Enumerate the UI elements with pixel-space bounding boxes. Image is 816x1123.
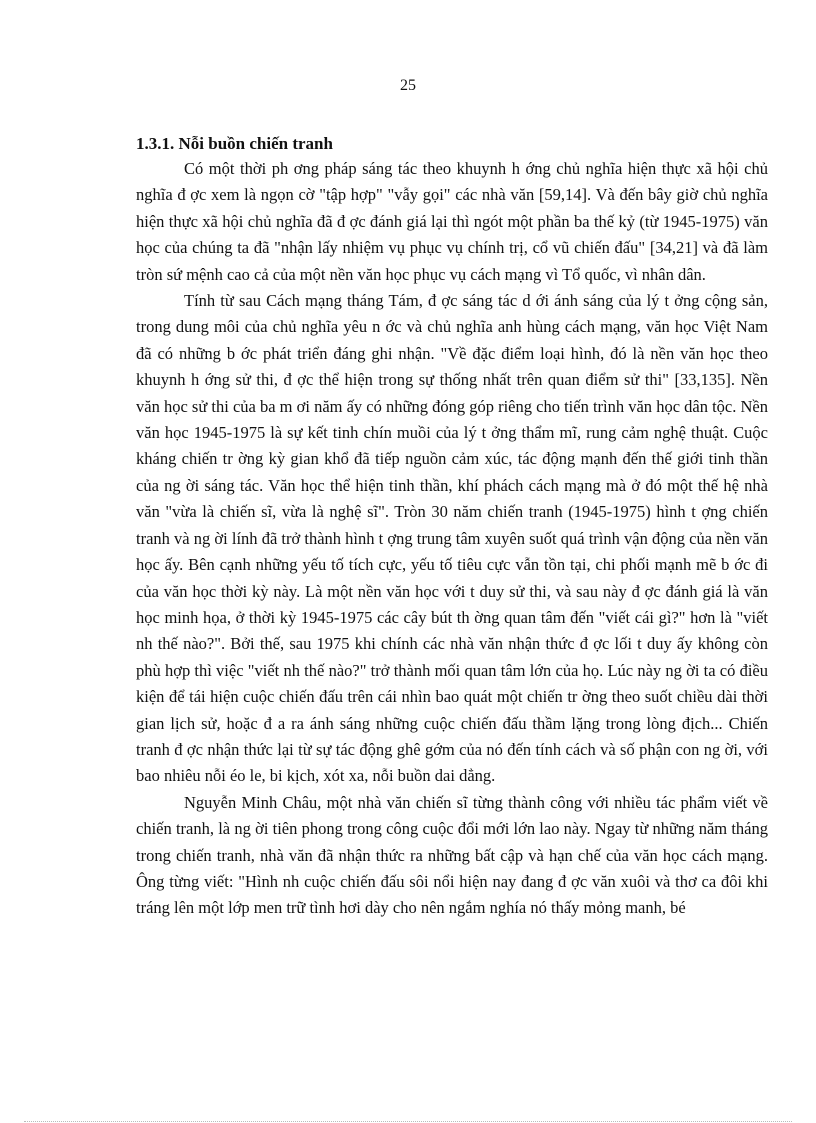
section-heading: 1.3.1. Nỗi buồn chiến tranh bbox=[136, 134, 333, 153]
page-bottom-divider bbox=[24, 1121, 792, 1122]
document-body bbox=[136, 132, 768, 922]
page-number: 25 bbox=[400, 77, 416, 94]
paragraph-1: Có một thời ph ơng pháp sáng tác theo khuynh h ớng chủ nghĩa hiện thực xã hội chủ nghĩa đ ợc xem là ngọn cờ "tập hợp" "vẫy gọi" các nhà văn [59,14]. Và đến bây giờ chủ nghĩa hiện thực xã hội chủ nghĩa đã đ ợc đánh giá lại thì ngót một phần ba thế kỷ (từ 1945-1975) văn học của chúng ta đã "nhận lấy nhiệm vụ phục vụ chính trị, cổ vũ chiến đấu" [34,21] và đã làm tròn sứ mệnh cao cả của một nền văn học phục vụ cách mạng vì Tổ quốc, vì nhân dân. bbox=[136, 159, 768, 284]
paragraph-2: Tính từ sau Cách mạng tháng Tám, đ ợc sáng tác d ới ánh sáng của lý t ởng cộng sản, trong dung môi của chủ nghĩa yêu n ớc và chủ nghĩa anh hùng cách mạng, văn học Việt Nam đã có những b ớc phát triển đáng ghi nhận. "Về đặc điểm loại hình, đó là nền văn học theo khuynh h ớng sử thi, đ ợc thể hiện trong sự thống nhất trên quan điểm sử thi" [33,135]. Nền văn học sử thi của ba m ơi năm ấy có những đóng góp riêng cho tiến trình văn học dân tộc. Nền văn học 1945-1975 là sự kết tinh chín muồi của lý t ởng thẩm mĩ, rung cảm nghệ thuật. Cuộc kháng chiến tr ờng kỳ gian khổ đã tiếp nguồn cảm xúc, tác động mạnh đến thế giới tinh thần của ng ời sáng tác. Văn học thể hiện tinh thần, khí phách cách mạng mà ở đó một thế hệ nhà văn "vừa là chiến sĩ, vừa là nghệ sĩ". Tròn 30 năm chiến tranh (1945-1975) hình t ợng chiến tranh và ng ời lính đã trở thành hình t ợng trung tâm xuyên suốt quá trình vận động của nền văn học ấy. Bên cạnh những yếu tố tích cực, yếu tố tiêu cực vẫn tồn tại, chi phối mạnh mẽ b ớc đi của văn học thời kỳ này. Là một nền văn học với t duy sử thi, và sau này đ ợc đánh giá là văn học minh họa, ở thời kỳ 1945-1975 các cây bút th ờng quan tâm đến "viết cái gì?" hơn là "viết nh thế nào?". Bởi thế, sau 1975 khi chính các nhà văn nhận thức đ ợc lối t duy ấy không còn phù hợp thì việc "viết nh thế nào?" trở thành mối quan tâm lớn của họ. Lúc này ng ời ta có điều kiện để tái hiện cuộc chiến đấu trên cái nhìn bao quát một chiến tr ờng theo suốt chiều dài thời gian lịch sử, hoặc đ a ra ánh sáng những cuộc chiến đấu thầm lặng trong lòng địch... Chiến tranh đ ợc nhận thức lại từ sự tác động ghê gớm của nó đến tính cách và số phận con ng ời, với bao nhiêu nỗi éo le, bi kịch, xót xa, nỗi buồn dai dẳng. bbox=[136, 291, 768, 786]
paragraph-3: Nguyễn Minh Châu, một nhà văn chiến sĩ từng thành công với nhiều tác phẩm viết về chiến tranh, là ng ời tiên phong trong công cuộc đổi mới lớn lao này. Ngay từ những năm tháng trong chiến tranh, nhà văn đã nhận thức ra những bất cập và hạn chế của văn học cách mạng. Ông từng viết: "Hình nh cuộc chiến đấu sôi nổi hiện nay đang đ ợc văn xuôi và thơ ca đôi khi tráng lên một lớp men trữ tình hơi dày cho nên ngắm nghía nó thấy mỏng manh, bé bbox=[136, 792, 768, 918]
